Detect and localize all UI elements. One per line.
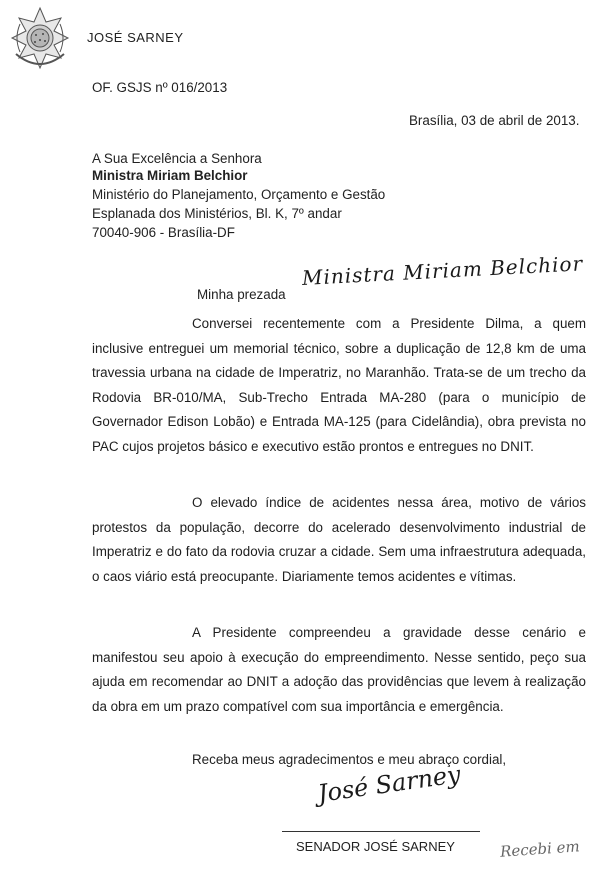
received-margin-note: Recebi em bbox=[499, 837, 581, 861]
handwritten-signature: José Sarney bbox=[316, 760, 463, 808]
recipient-block bbox=[92, 149, 385, 243]
body-paragraph-1: Conversei recentemente com a Presidente Dilma, a quem inclusive entreguei um memorial técnico, sobre a duplicação de 12,8 km de uma travessia urbana na cidade de Imperatriz, no Maranhão. Trata-se de um trecho da Rodovia BR-010/MA, Sub-Trecho Entrada MA-280 (para o município de Governador Edison Lobão) e Entrada MA-125 (para Cidelândia), obra prevista no PAC cujos projetos básico e executivo estão prontos e entregues no DNIT. bbox=[92, 316, 586, 454]
recipient-ministry: Ministério do Planejamento, Orçamento e Gestão bbox=[92, 187, 386, 202]
recipient-salutation: A Sua Excelência a Senhora bbox=[92, 151, 262, 166]
office-reference: OF. GSJS nº 016/2013 bbox=[92, 80, 228, 95]
coat-of-arms-seal bbox=[6, 4, 74, 72]
recipient-name: Ministra Miriam Belchior bbox=[92, 168, 248, 183]
body-paragraph-3: A Presidente compreendeu a gravidade desse cenário e manifestou seu apoio à execução do empreendimento. Nesse sentido, peço sua ajuda em recomendar ao DNIT a adoção das providências que levem à realização da obra em um prazo compatível com sua importância e emergência. bbox=[92, 625, 586, 714]
body-paragraph-2: O elevado índice de acidentes nessa área, motivo de vários protestos da população, decorre do acelerado desenvolvimento industrial de Imperatriz e do fato da rodovia cruzar a cidade. Sem uma infraestrutura adequada, o caos viário está preocupante. Diariamente temos acidentes e vítimas. bbox=[92, 495, 586, 584]
signature-line bbox=[282, 831, 480, 832]
greeting-printed: Minha prezada bbox=[197, 287, 286, 302]
sender-name: JOSÉ SARNEY bbox=[87, 30, 184, 45]
recipient-postal: 70040-906 - Brasília-DF bbox=[92, 225, 235, 240]
signature-printed-name: SENADOR JOSÉ SARNEY bbox=[296, 839, 455, 854]
greeting-handwritten: Ministra Miriam Belchior bbox=[301, 251, 584, 290]
recipient-address: Esplanada dos Ministérios, Bl. K, 7º andar bbox=[92, 206, 342, 221]
closing-line: Receba meus agradecimentos e meu abraço cordial, bbox=[192, 752, 507, 767]
date-line: Brasília, 03 de abril de 2013. bbox=[409, 113, 580, 128]
